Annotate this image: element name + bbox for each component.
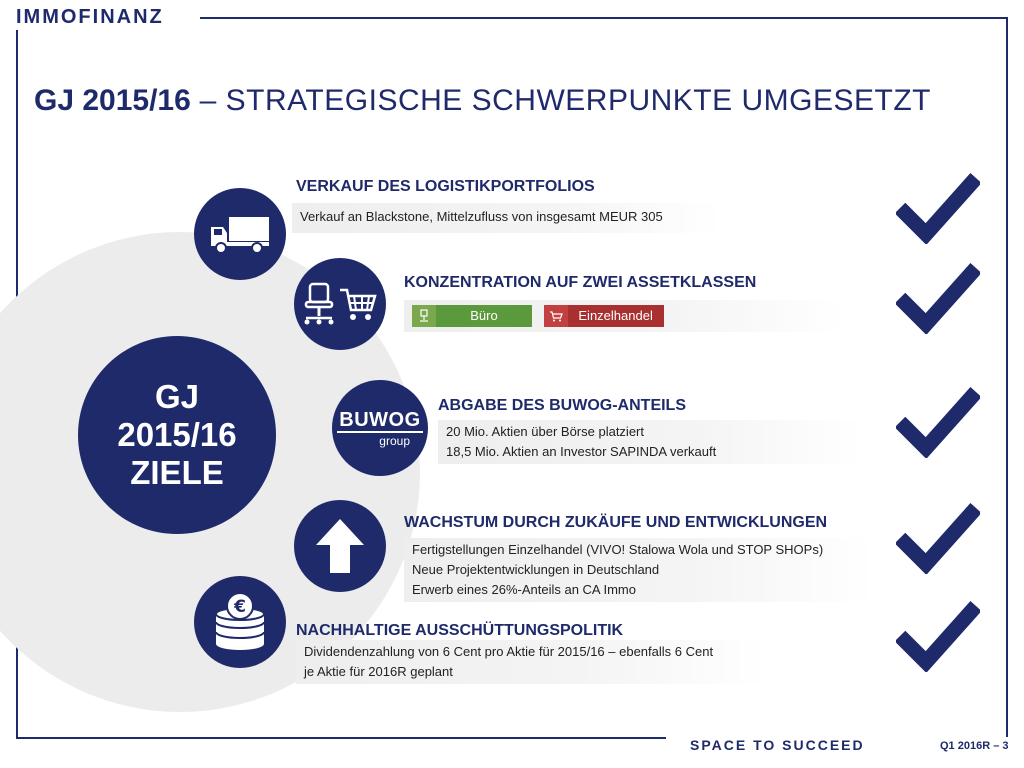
dividend-circle <box>194 576 286 668</box>
checkmark-icon <box>896 600 980 672</box>
page-title-bold: GJ 2015/16 <box>34 84 191 117</box>
buwog-logo-sub: group <box>379 433 410 448</box>
chip-retail <box>544 305 664 327</box>
body-dividend-line-1: Dividendenzahlung von 6 Cent pro Aktie für 2015/16 – ebenfalls 6 Cent <box>304 644 714 659</box>
page-title-rest: – STRATEGISCHE SCHWERPUNKTE UMGESETZT <box>190 84 931 117</box>
body-logistics <box>292 203 722 233</box>
goals-circle <box>78 336 276 534</box>
growth-circle <box>294 500 386 592</box>
footer-tagline: SPACE TO SUCCEED <box>690 737 865 753</box>
chip-office <box>412 305 532 327</box>
body-logistics-line-1: Verkauf an Blackstone, Mittelzufluss von insgesamt MEUR 305 <box>300 209 663 224</box>
goals-line-2: 2015/16 <box>117 416 237 453</box>
body-asset-classes <box>404 300 844 332</box>
buwog-logo-circle <box>332 380 428 476</box>
checkmark-icon <box>896 262 980 334</box>
heading-logistics: VERKAUF DES LOGISTIKPORTFOLIOS <box>296 178 595 195</box>
goals-line-3: ZIELE <box>130 454 224 491</box>
heading-buwog: ABGABE DES BUWOG-ANTEILS <box>438 397 686 414</box>
body-buwog-line-2: 18,5 Mio. Aktien an Investor SAPINDA verkauft <box>446 444 717 459</box>
arrow-up-icon <box>314 517 366 575</box>
body-growth-line-3: Erwerb eines 26%-Anteils an CA Immo <box>412 582 636 597</box>
euro-coins-icon <box>212 592 268 652</box>
brand-logo: IMMOFINANZ <box>16 6 164 28</box>
heading-growth: WACHSTUM DURCH ZUKÄUFE UND ENTWICKLUNGEN <box>404 514 828 531</box>
svg-text:€: € <box>234 597 246 617</box>
chip-retail-label: Einzelhandel <box>568 305 664 327</box>
office-icon <box>412 305 436 327</box>
goals-line-1: GJ <box>154 378 200 415</box>
page-number: Q1 2016R – 3 <box>940 740 1009 752</box>
body-dividend <box>296 640 766 684</box>
frame-right-line <box>1006 17 1008 737</box>
body-growth-line-1: Fertigstellungen Einzelhandel (VIVO! Stalowa Wola und STOP SHOPs) <box>412 542 824 557</box>
body-buwog-line-1: 20 Mio. Aktien über Börse platziert <box>446 424 644 439</box>
asset-classes-circle <box>294 258 386 350</box>
heading-dividend: NACHHALTIGE AUSSCHÜTTUNGSPOLITIK <box>296 622 624 639</box>
body-dividend-line-2: je Aktie für 2016R geplant <box>304 664 453 679</box>
office-chair-icon <box>302 282 336 326</box>
heading-asset-classes: KONZENTRATION AUF ZWEI ASSETKLASSEN <box>404 274 757 291</box>
body-buwog <box>438 420 862 464</box>
checkmark-icon <box>896 502 980 574</box>
truck-circle <box>194 188 286 280</box>
body-growth-line-2: Neue Projektentwicklungen in Deutschland <box>412 562 660 577</box>
page-title <box>34 84 931 118</box>
body-growth <box>404 538 874 602</box>
frame-bottom-line <box>16 737 666 739</box>
checkmark-icon <box>896 386 980 458</box>
retail-cart-icon <box>544 305 568 327</box>
checkmark-icon <box>896 172 980 244</box>
shopping-cart-icon <box>338 284 378 324</box>
buwog-logo-text: BUWOG <box>339 408 421 431</box>
frame-top-line <box>200 17 1008 19</box>
truck-icon <box>209 213 271 255</box>
chip-office-label: Büro <box>436 305 532 327</box>
